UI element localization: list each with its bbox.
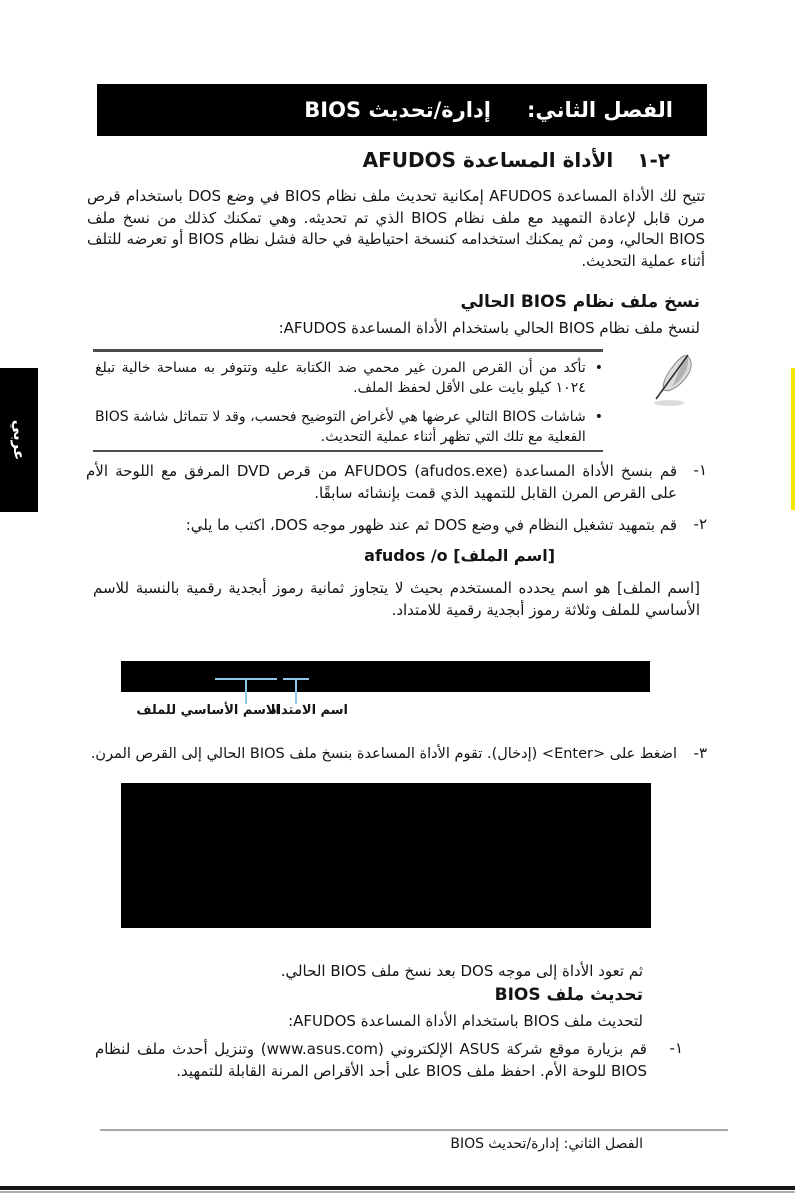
highlight-mark bbox=[791, 368, 795, 510]
note-bullet-1 bbox=[95, 358, 603, 398]
footer-divider bbox=[100, 1129, 728, 1131]
step-number: ١- bbox=[669, 1039, 683, 1057]
page-bottom-edge bbox=[0, 1186, 795, 1190]
section-heading bbox=[363, 148, 670, 172]
pencil-note-icon bbox=[642, 350, 702, 412]
chapter-title: إدارة/تحديث BIOS bbox=[304, 98, 491, 122]
after-copy-note: ثم تعود الأداة إلى موجه DOS بعد نسخ ملف BIOS الحالي. bbox=[280, 962, 643, 980]
language-tab-label: عربي bbox=[10, 419, 28, 461]
language-tab bbox=[0, 368, 38, 512]
bullet-icon: • bbox=[594, 360, 603, 376]
note-bullet-text: شاشات BIOS التالي عرضها هي لأغراض التوضيح فحسب، وقد لا تتماثل شاشة BIOS الفعلية مع تلك التي تظهر أثناء عملية التحديث. bbox=[95, 409, 586, 445]
filename-explanation: [اسم الملف] هو اسم يحدده المستخدم بحيث لا يتجاوز ثمانية رموز أبجدية رقمية بالنسبة للاسم الأساسي للملف وثلاثة رموز أبجدية رقمية للامتداد. bbox=[93, 579, 700, 619]
step-number: ٢- bbox=[693, 515, 707, 533]
copy-section-title: نسخ ملف نظام BIOS الحالي bbox=[460, 292, 700, 312]
step-item-1 bbox=[95, 1039, 683, 1082]
dos-command-screenshot bbox=[121, 661, 650, 692]
bullet-icon: • bbox=[594, 409, 603, 425]
page-bottom-edge-shadow bbox=[0, 1191, 795, 1193]
step-text: قم بتمهيد تشغيل النظام في وضع DOS ثم عند ظهور موجه DOS، اكتب ما يلي: bbox=[185, 516, 677, 534]
note-bullet-text: تأكد من أن القرص المرن غير محمي ضد الكتابة عليه وتتوفر به مساحة خالية تبلغ ١٠٢٤ كيلو بايت على الأقل لحفظ الملف. bbox=[95, 360, 586, 396]
chapter-label: الفصل الثاني: bbox=[526, 98, 673, 122]
dos-command-text: afudos /o [اسم الملف] bbox=[364, 546, 555, 565]
callout-label-extension: اسم الامتداد bbox=[269, 703, 348, 718]
callout-stem-extension bbox=[295, 678, 297, 704]
section-title: الأداة المساعدة AFUDOS bbox=[362, 148, 614, 172]
callout-label-basename: الاسم الأساسي للملف bbox=[136, 703, 280, 718]
step-text: قم بزيارة موقع شركة ASUS الإلكتروني (www.asus.com) وتنزيل أحدث ملف لنظام BIOS للوحة الأم. احفظ ملف BIOS على أحد الأقراص المرنة القابلة للتمهيد. bbox=[95, 1040, 647, 1080]
intro-paragraph: تتيح لك الأداة المساعدة AFUDOS إمكانية تحديث ملف نظام BIOS في وضع DOS باستخدام قرص مرن قابل لإعادة التمهيد مع ملف نظام BIOS الذي تم تحديثه. وهي تمكنك كذلك من نسخ ملف BIOS الحالي، ومن ثم يمكنك استخدامه كنسخة احتياطية في حالة فشل نظام BIOS أو تعرضه للتلف أثناء عملية التحديث. bbox=[87, 187, 705, 270]
update-section-title: تحديث ملف BIOS bbox=[494, 985, 643, 1005]
step-text: اضغط على <Enter> (إدخال). تقوم الأداة المساعدة بنسخ ملف BIOS الحالي إلى القرص المرن. bbox=[90, 746, 677, 762]
step-item-3 bbox=[40, 744, 707, 766]
note-bullet-2 bbox=[95, 407, 603, 447]
chapter-banner bbox=[97, 84, 707, 136]
step-item-2 bbox=[86, 515, 707, 537]
update-steps-list bbox=[95, 1039, 683, 1093]
note-box bbox=[95, 358, 603, 456]
step-item-1 bbox=[86, 461, 707, 504]
copy-steps-list bbox=[86, 461, 707, 548]
callout-stem-basename bbox=[245, 678, 247, 704]
note-divider-bottom bbox=[93, 450, 603, 452]
dos-output-screenshot bbox=[121, 783, 651, 928]
step-text: قم بنسخ الأداة المساعدة AFUDOS (afudos.exe) من قرص DVD المرفق مع اللوحة الأم على القرص المرن القابل للتمهيد الذي قمت بإنشائه سابقًا. bbox=[86, 462, 678, 502]
copy-section-intro: لنسخ ملف نظام BIOS الحالي باستخدام الأداة المساعدة AFUDOS: bbox=[278, 319, 700, 337]
update-section-intro: لتحديث ملف BIOS باستخدام الأداة المساعدة AFUDOS: bbox=[288, 1012, 643, 1030]
step-number: ١- bbox=[693, 461, 707, 479]
note-divider-top bbox=[93, 349, 603, 352]
footer-chapter-label: الفصل الثاني: إدارة/تحديث BIOS bbox=[450, 1136, 643, 1152]
step-number: ٣- bbox=[693, 744, 707, 762]
section-number: ٢-١ bbox=[637, 148, 670, 172]
